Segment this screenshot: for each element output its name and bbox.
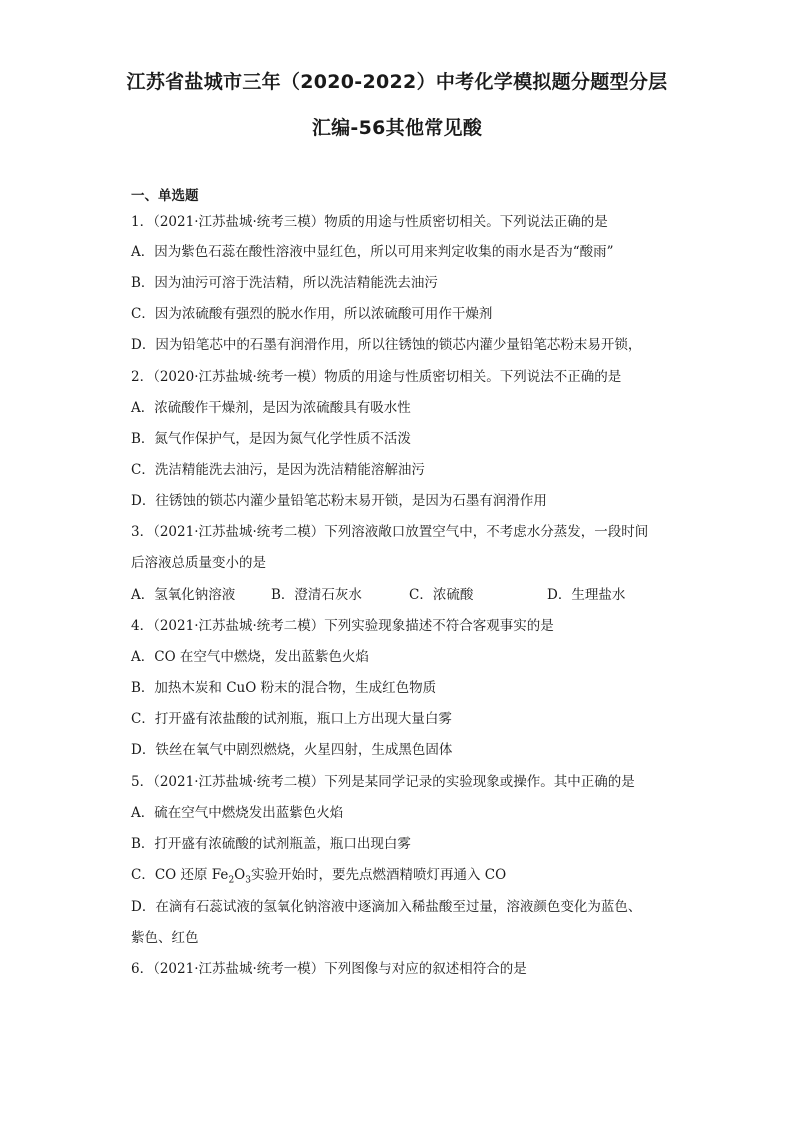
question-3-option-d: D．生理盐水 [547,587,626,603]
question-4-option-d: D．铁丝在氧气中剧烈燃烧，火星四射，生成黑色固体 [131,742,453,758]
question-6-stem: 6．（2021·江苏盐城·统考一模）下列图像与对应的叙述相符合的是 [131,961,527,977]
question-4-option-a: A．CO 在空气中燃烧，发出蓝紫色火焰 [131,649,369,665]
oxygen-symbol: O [234,867,246,883]
question-5-option-c [131,865,506,885]
question-1-stem: 1．（2021·江苏盐城·统考三模）物质的用途与性质密切相关。下列说法正确的是 [131,214,608,230]
document-title-line-2: 汇编-56其他常见酸 [311,117,483,139]
question-1-option-d: D．因为铅笔芯中的石墨有润滑作用，所以往锈蚀的锁芯内灌少量铅笔芯粉末易开锁， [131,337,642,353]
question-2-option-b: B．氮气作保护气，是因为氮气化学性质不活泼 [131,431,411,447]
question-4-option-b: B．加热木炭和 CuO 粉末的混合物，生成红色物质 [131,680,437,696]
question-3-stem-line-1: 3．（2021·江苏盐城·统考二模）下列溶液敞口放置空气中，不考虑水分蒸发，一段时间 [131,524,649,540]
question-2-option-a: A．浓硫酸作干燥剂，是因为浓硫酸具有吸水性 [131,400,411,416]
question-1-option-a: A．因为紫色石蕊在酸性溶液中显红色，所以可用来判定收集的雨水是否为“酸雨” [131,244,614,260]
subscript-2: 2 [228,875,235,886]
question-4-stem: 4．（2021·江苏盐城·统考二模）下列实验现象描述不符合客观事实的是 [131,618,554,634]
question-4-option-c: C．打开盛有浓盐酸的试剂瓶，瓶口上方出现大量白雾 [131,711,452,727]
question-3-stem-line-2: 后溶液总质量变小的是 [131,555,266,571]
question-5-option-c-suffix: 实验开始时，要先点燃酒精喷灯再通入 CO [250,867,507,883]
question-1-option-b: B．因为油污可溶于洗洁精，所以洗洁精能洗去油污 [131,275,438,291]
question-5-option-b: B．打开盛有浓硫酸的试剂瓶盖，瓶口出现白雾 [131,836,411,852]
question-5-stem: 5．（2021·江苏盐城·统考二模）下列是某同学记录的实验现象或操作。其中正确的是 [131,774,635,790]
question-5-option-d-line-2: 紫色、红色 [131,930,199,946]
question-2-stem: 2．（2020·江苏盐城·统考一模）物质的用途与性质密切相关。下列说法不正确的是 [131,369,622,385]
question-2-option-d: D．往锈蚀的锁芯内灌少量铅笔芯粉末易开锁，是因为石墨有润滑作用 [131,493,547,509]
subscript-3: 3 [245,875,251,886]
question-5-option-d-line-1: D．在滴有石蕊试液的氢氧化钠溶液中逐滴加入稀盐酸至过量，溶液颜色变化为蓝色、 [131,899,642,915]
section-heading: 一、单选题 [131,188,199,204]
document-title-line-1: 江苏省盐城市三年（2020-2022）中考化学模拟题分题型分层 [126,71,668,93]
question-5-option-c-prefix: C．CO 还原 Fe [131,867,229,883]
question-3-option-b: B．澄清石灰水 [271,587,362,603]
question-1-option-c: C．因为浓硫酸有强烈的脱水作用，所以浓硫酸可用作干燥剂 [131,306,493,322]
question-5-option-a: A．硫在空气中燃烧发出蓝紫色火焰 [131,805,344,821]
question-3-option-c: C．浓硫酸 [409,587,474,603]
question-3-option-a: A．氢氧化钠溶液 [131,587,236,603]
question-2-option-c: C．洗洁精能洗去油污，是因为洗洁精能溶解油污 [131,462,425,478]
